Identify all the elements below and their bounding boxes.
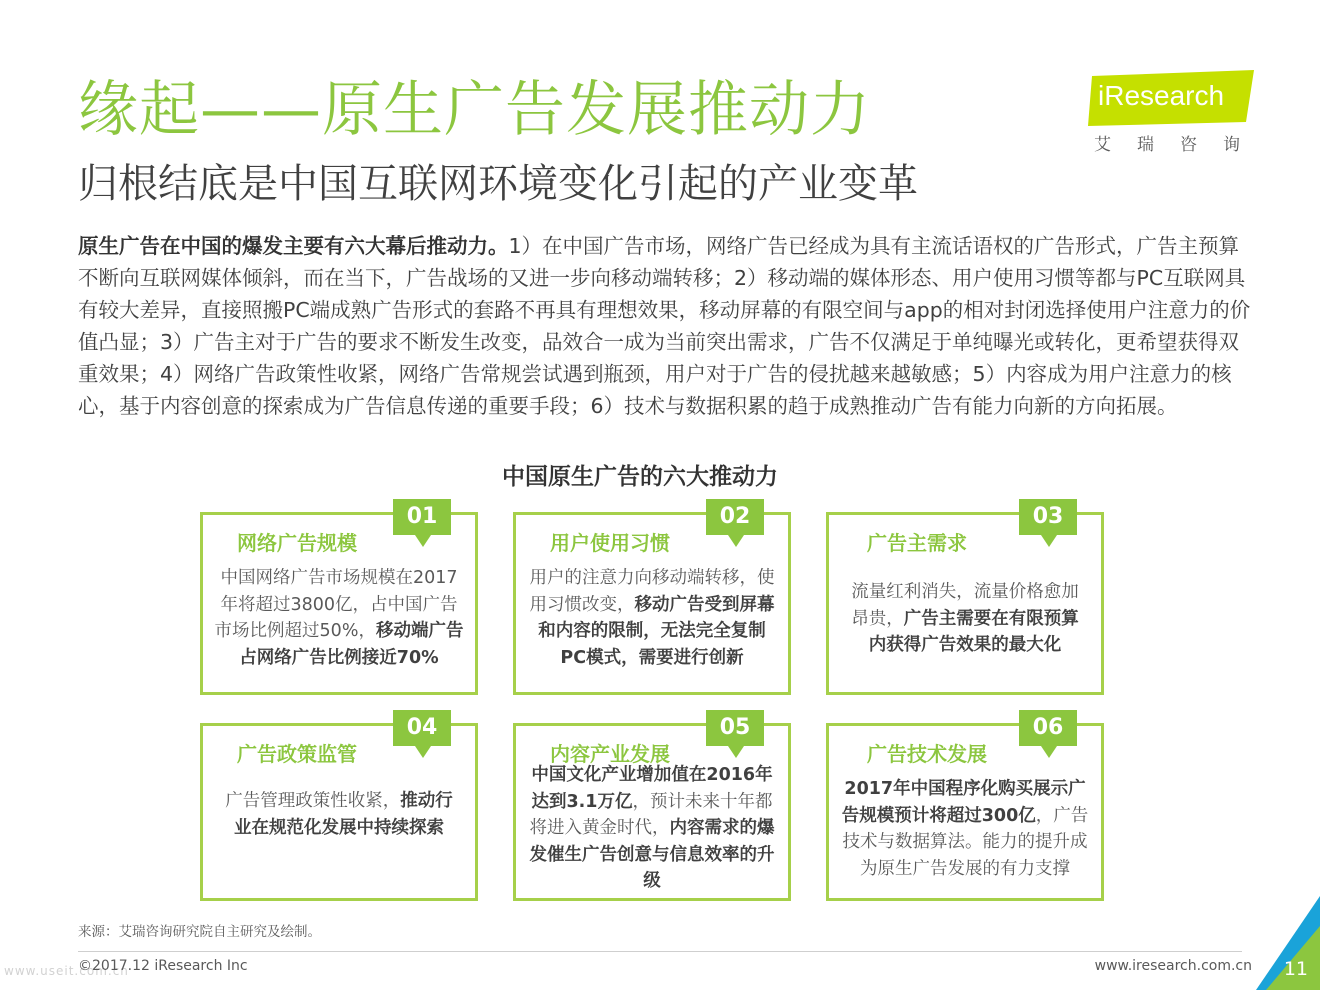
card-number-badge: 01 (393, 499, 451, 535)
card-number-badge: 02 (706, 499, 764, 535)
card-heading: 广告技术发展 (867, 742, 987, 766)
card-number-badge: 03 (1019, 499, 1077, 535)
driver-card-05 (513, 715, 791, 901)
page-number: 11 (1283, 958, 1308, 980)
logo-brand-text: iResearch (1098, 80, 1225, 111)
page-subtitle: 归根结底是中国互联网环境变化引起的产业变革 (78, 161, 918, 207)
intro-paragraph (78, 230, 1258, 422)
copyright: ©2017.12 iResearch Inc (78, 958, 248, 974)
card-number-badge: 04 (393, 710, 451, 746)
watermark: www.useit.com.cn (4, 964, 129, 978)
intro-lead: 原生广告在中国的爆发主要有六大幕后推动力。 (78, 234, 509, 258)
logo-chinese-text: 艾瑞咨询 (1094, 135, 1266, 155)
driver-card-01 (200, 504, 478, 695)
iresearch-logo (1088, 70, 1266, 155)
card-number-badge: 05 (706, 710, 764, 746)
card-heading: 网络广告规模 (237, 531, 357, 555)
page-title: 缘起——原生广告发展推动力 (78, 75, 871, 145)
driver-card-03 (826, 504, 1104, 695)
card-description: 用户的注意力向移动端转移，使用习惯改变，移动广告受到屏幕和内容的限制，无法完全复制PC模式，需要进行创新 (529, 568, 775, 668)
card-description: 2017年中国程序化购买展示广告规模预计将超过300亿，广告技术与数据算法。能力的提升成为原生广告发展的有力支撑 (841, 779, 1089, 879)
card-description: 广告管理政策性收紧，推动行业在规范化发展中持续探索 (225, 791, 453, 838)
driver-card-06 (826, 715, 1104, 901)
source-note: 来源：艾瑞咨询研究院自主研究及绘制。 (78, 924, 321, 940)
card-description: 中国文化产业增加值在2016年达到3.1万亿，预计未来十年都将进入黄金时代，内容需求的爆发催生广告创意与信息效率的升级 (529, 765, 775, 891)
website-link: www.iresearch.com.cn (1094, 958, 1252, 974)
intro-text: 1）在中国广告市场，网络广告已经成为具有主流话语权的广告形式，广告主预算不断向互联网媒体倾斜，而在当下，广告战场的又进一步向移动端转移；2）移动端的媒体形态、用户使用习惯等都与PC互联网具有较大差异，直接照搬PC端成熟广告形式的套路不再具有理想效果，移动屏幕的有限空间与app的相对封闭选择使用户注意力的价值凸显；3）广告主对于广告的要求不断发生改变，品效合一成为当前突出需求，广告不仅满足于单纯曝光或转化，更希望获得双重效果；4）网络广告政策性收紧，网络广告常规尝试遇到瓶颈，用户对于广告的侵扰越来越敏感；5）内容成为用户注意力的核心，基于内容创意的探索成为广告信息传递的重要手段；6）技术与数据积累的趋于成熟推动广告有能力向新的方向拓展。 (78, 234, 1251, 418)
footer-divider (78, 951, 1242, 952)
driver-card-02 (513, 504, 791, 695)
driver-card-04 (200, 715, 478, 901)
card-heading: 用户使用习惯 (550, 531, 670, 555)
card-number-badge: 06 (1019, 710, 1077, 746)
card-description: 中国网络广告市场规模在2017年将超过3800亿，占中国广告市场比例超过50%，移动端广告占网络广告比例接近70% (214, 568, 464, 668)
diagram-title: 中国原生广告的六大推动力 (502, 464, 778, 490)
card-heading: 内容产业发展 (550, 742, 670, 766)
card-heading: 广告主需求 (867, 531, 967, 555)
card-description: 流量红利消失，流量价格愈加昂贵，广告主需要在有限预算内获得广告效果的最大化 (851, 582, 1079, 655)
card-heading: 广告政策监管 (237, 742, 357, 766)
